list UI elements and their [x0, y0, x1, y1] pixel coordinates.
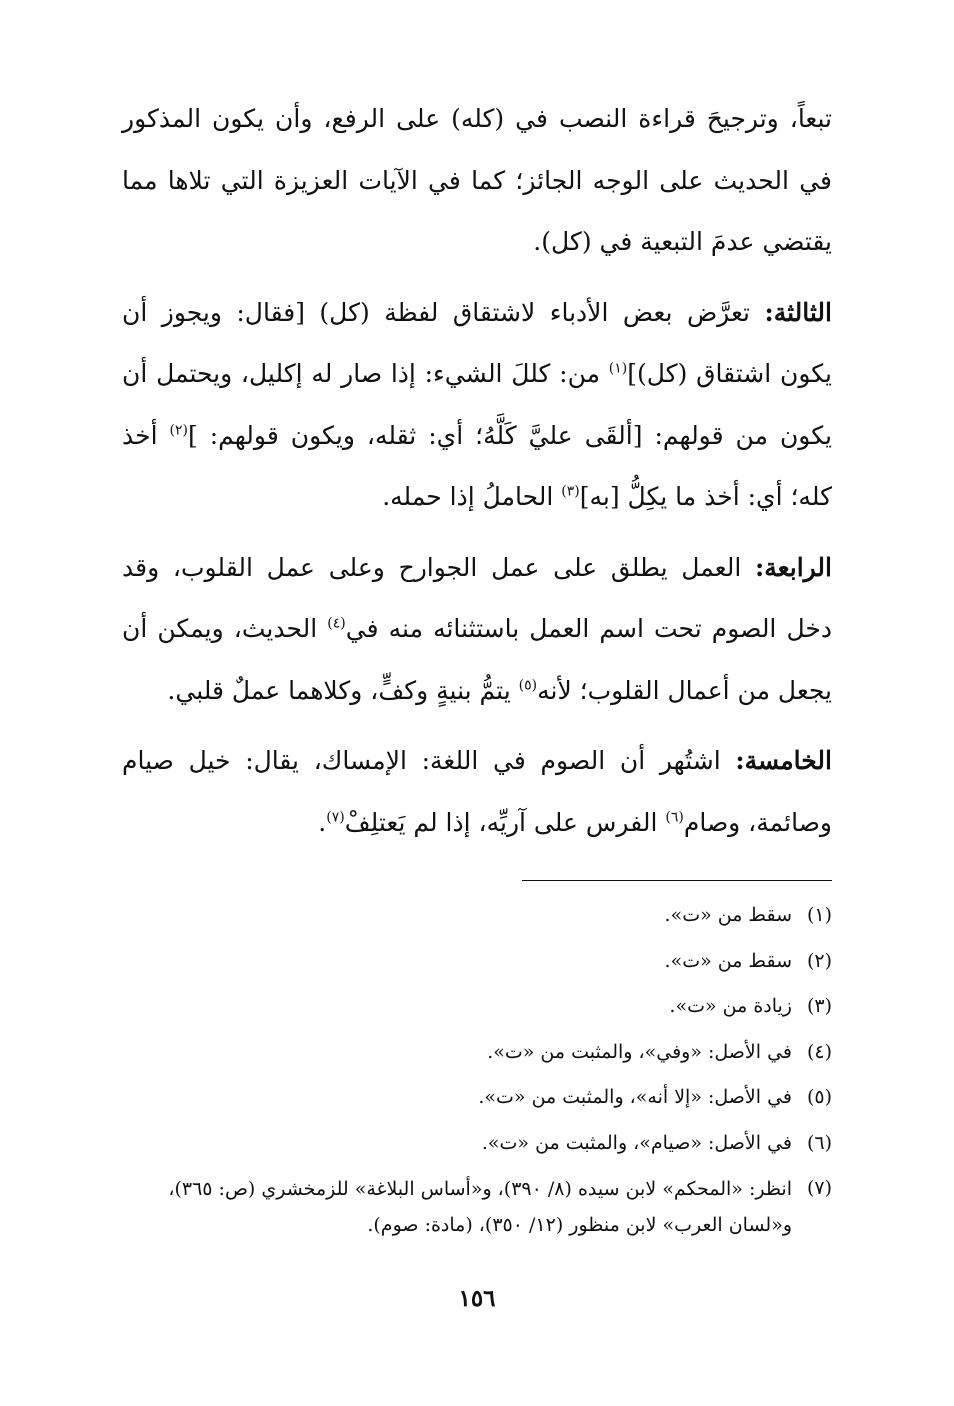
- footnote-item: [120, 984, 832, 1030]
- footnote-number: (٦): [806, 1131, 832, 1154]
- paragraph-heading: الخامسة:: [735, 746, 832, 775]
- paragraph-text: اشتُهر أن الصوم في اللغة: الإمساك، يقال: خيل صيام وصائمة، وصام: [122, 746, 832, 837]
- paragraph-text: من: كللَ الشيء: إذا صار له إكليل، ويحتمل أن يكون من قولهم: [ألقَى عليَّ كَلَّهُ؛ أي: ثقله، ويكون قولهم: ]: [122, 359, 832, 450]
- footnote-item: [120, 1075, 832, 1121]
- footnote-text: في الأصل: «وفي»، والمثبت من «ت».: [487, 1040, 792, 1063]
- paragraph-third: [122, 282, 832, 528]
- footnote-item: [120, 893, 832, 939]
- footnote-number: (٣): [806, 995, 832, 1017]
- footnote-marker[interactable]: (٥): [518, 677, 538, 694]
- footnote-item: [120, 1121, 832, 1167]
- footnote-item: [120, 1166, 832, 1243]
- paragraph-heading: الرابعة:: [755, 552, 832, 582]
- footnote-number: (٧): [806, 1177, 832, 1199]
- footnote-text: سقط من «ت».: [664, 949, 792, 972]
- footnote-number: (٥): [806, 1086, 832, 1108]
- footnote-marker[interactable]: (١): [608, 360, 628, 377]
- paragraph-text: تبعاً، وترجيحَ قراءة النصب في (كله) على الرفع، وأن يكون المذكور في الحديث على الوجه الجائز؛ كما في الآيات العزيزة التي تلاها مما يقتضي عدمَ التبعية في (كل).: [122, 104, 832, 256]
- paragraph-text: العمل يطلق على عمل الجوارح وعلى عمل القلوب، وقد دخل الصوم تحت اسم العمل باستثنائه منه في: [122, 552, 832, 643]
- footnote-item: [120, 1030, 832, 1076]
- paragraph-text: .: [318, 807, 327, 837]
- paragraph-text: الحاملُ إذا حمله.: [382, 482, 562, 511]
- footnote-text: في الأصل: «صيام»، والمثبت من «ت».: [481, 1131, 792, 1154]
- paragraph-text: الفرس على آريِّه، إذا لم يَعتلِفْ: [344, 807, 666, 837]
- paragraph-heading: الثالثة:: [764, 297, 832, 327]
- footnote-number: (١): [806, 904, 832, 926]
- paragraph-fourth: [122, 537, 832, 722]
- paragraph-text: الحديث، ويمكن أن يجعل من أعمال القلوب؛ لأنه: [122, 614, 832, 705]
- footnote-marker[interactable]: (٣): [561, 483, 580, 500]
- paragraph-continuation: [122, 88, 832, 273]
- page-number: ١٥٦: [458, 1285, 496, 1312]
- paragraph-text: أخذ كله؛ أي: أخذ ما يكِلُّ [به]: [122, 420, 832, 511]
- footnote-marker[interactable]: (٢): [169, 422, 188, 439]
- main-text: [122, 88, 832, 862]
- footnote-text: سقط من «ت».: [664, 904, 792, 926]
- footnote-number: (٢): [806, 949, 832, 972]
- footnote-item: [120, 939, 832, 985]
- footnote-marker[interactable]: (٦): [665, 809, 684, 826]
- footnote-marker[interactable]: (٤): [327, 615, 346, 632]
- paragraph-text: تعرَّض بعض الأدباء لاشتقاق لفظة (كل) [فقال: ويجوز أن يكون اشتقاق (كل)]: [122, 297, 832, 388]
- footnote-marker[interactable]: (٧): [326, 809, 345, 826]
- footnote-text: في الأصل: «إلا أنه»، والمثبت من «ت».: [478, 1086, 792, 1108]
- footnote-text: زيادة من «ت».: [669, 995, 792, 1017]
- paragraph-fifth: [122, 730, 832, 853]
- paragraph-text: يتمُّ بنيةٍ وكفٍّ، وكلاهما عملٌ قلبي.: [167, 675, 519, 705]
- footnotes: [120, 893, 832, 1243]
- footnote-text: انظر: «المحكم» لابن سيده (٨/ ٣٩٠)، و«أساس البلاغة» للزمخشري (ص: ٣٦٥)، و«لسان العرب» لابن منظور (١٢/ ٣٥٠)، (مادة: صوم).: [168, 1178, 792, 1236]
- footnote-number: (٤): [806, 1040, 832, 1063]
- footnote-divider: [522, 880, 832, 881]
